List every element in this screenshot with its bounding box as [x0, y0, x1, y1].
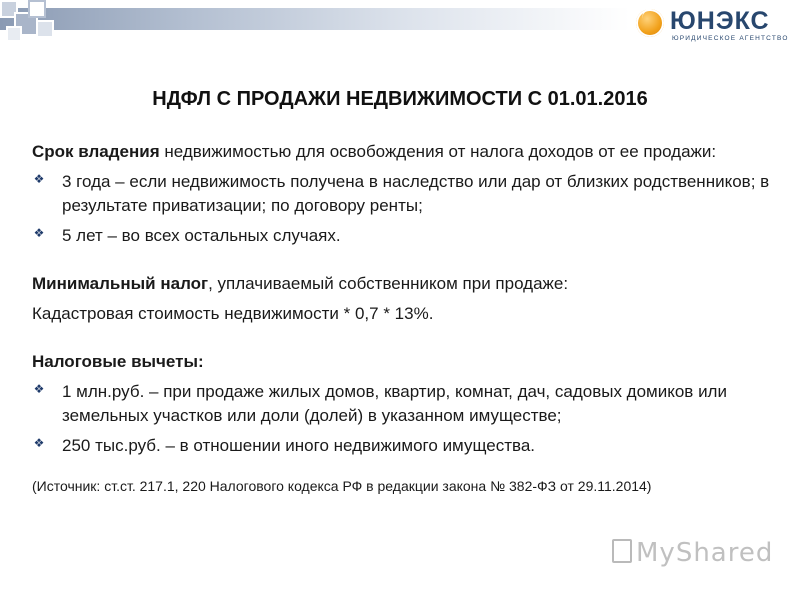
list-item: [32, 170, 782, 218]
logo-brand: ЮНЭКС: [670, 7, 770, 35]
list-item-text: 5 лет – во всех остальных случаях.: [62, 226, 341, 245]
source-note: (Источник: ст.ст. 217.1, 220 Налогового кодекса РФ в редакции закона № 382-ФЗ от 29.11.2014): [32, 478, 652, 494]
logo-subtitle: ЮРИДИЧЕСКОЕ АГЕНТСТВО: [672, 35, 789, 42]
diamond-bullet-icon: ❖: [33, 436, 45, 450]
watermark: [612, 538, 773, 568]
spacer: [32, 248, 782, 272]
ownership-lead: [32, 140, 782, 164]
company-logo: [636, 7, 796, 41]
list-item-text: 250 тыс.руб. – в отношении иного недвижимого имущества.: [62, 436, 535, 455]
slide-title: НДФЛ С ПРОДАЖИ НЕДВИЖИМОСТИ С 01.01.2016: [152, 88, 648, 110]
list-item-text: 3 года – если недвижимость получена в наследство или дар от близких родственников; в результате приватизации; по договору ренты;: [62, 172, 770, 215]
decor-square: [6, 26, 22, 42]
list-item: [32, 224, 782, 248]
logo-circle-icon: [636, 9, 664, 37]
diamond-bullet-icon: ❖: [33, 226, 45, 240]
ownership-lead-text: недвижимостью для освобождения от налога доходов от ее продажи:: [159, 142, 717, 161]
spacer: [32, 326, 782, 350]
cart-icon: [612, 539, 632, 563]
list-item-text: 1 млн.руб. – при продаже жилых домов, квартир, комнат, дач, садовых домиков или земельных участков или доли (долей) в указанном имуществе;: [62, 382, 727, 425]
ownership-lead-bold: Срок владения: [32, 142, 160, 161]
min-tax-formula: Кадастровая стоимость недвижимости * 0,7 * 13%.: [32, 304, 434, 323]
min-tax-lead: [32, 272, 782, 296]
deductions-heading: [32, 350, 782, 374]
list-item: [32, 434, 782, 458]
decor-square: [36, 20, 54, 38]
list-item: [32, 380, 782, 428]
header-gradient-band: [0, 8, 630, 30]
diamond-bullet-icon: ❖: [33, 172, 45, 186]
min-tax-lead-bold: Минимальный налог: [32, 274, 209, 293]
slide-content: [32, 140, 782, 498]
min-tax-lead-text: , уплачиваемый собственником при продаже:: [208, 274, 569, 293]
deductions-heading-bold: Налоговые вычеты:: [32, 352, 204, 371]
diamond-bullet-icon: ❖: [33, 382, 45, 396]
decor-square: [28, 0, 46, 18]
watermark-text: MyShared: [636, 538, 774, 568]
